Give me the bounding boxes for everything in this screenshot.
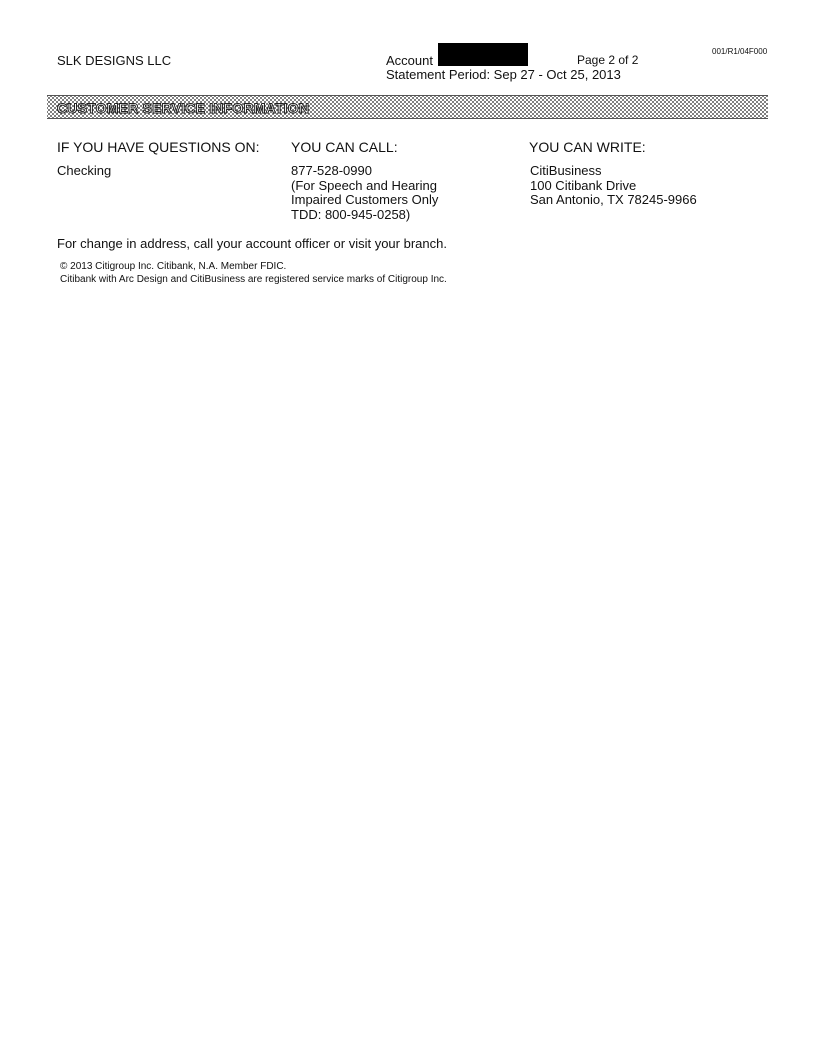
section-title: CUSTOMER SERVICE INFORMATION	[57, 100, 310, 116]
address-line: 100 Citibank Drive	[530, 177, 637, 193]
phone-note-line: (For Speech and Hearing	[291, 177, 437, 193]
account-label: Account	[386, 53, 433, 68]
address-line: CitiBusiness	[530, 163, 602, 178]
address-line: San Antonio, TX 78245-9966	[530, 192, 697, 207]
change-address-note: For change in address, call your account officer or visit your branch.	[57, 236, 447, 251]
topic-checking: Checking	[57, 163, 112, 178]
trademark-notice: Citibank with Arc Design and CitiBusiness are registered service marks of Citigroup Inc.	[60, 274, 447, 285]
questions-column-header: IF YOU HAVE QUESTIONS ON:	[57, 139, 260, 155]
phone-note-line: Impaired Customers Only	[291, 192, 439, 207]
copyright-notice: © 2013 Citigroup Inc. Citibank, N.A. Member FDIC.	[60, 261, 287, 272]
form-code: 001/R1/04F000	[712, 47, 768, 56]
page-indicator: Page 2 of 2	[577, 53, 639, 67]
write-column-header: YOU CAN WRITE:	[529, 139, 646, 155]
call-column-header: YOU CAN CALL:	[291, 139, 398, 155]
phone-info	[291, 164, 438, 222]
company-name: SLK DESIGNS LLC	[57, 53, 172, 68]
redacted-account-number	[438, 43, 528, 66]
mailing-address	[530, 164, 697, 208]
tdd-number: TDD: 800-945-0258)	[291, 206, 411, 222]
phone-number: 877-528-0990	[291, 163, 372, 178]
statement-period: Statement Period: Sep 27 - Oct 25, 2013	[386, 67, 621, 82]
